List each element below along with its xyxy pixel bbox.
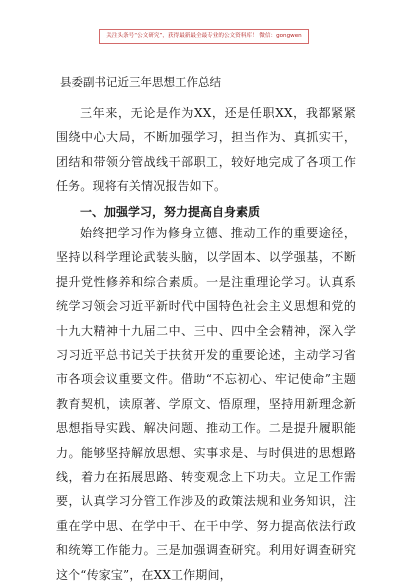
section-heading: 一、加强学习，努力提高自身素质 [80, 205, 261, 219]
document-title: 县委副书记近三年思想工作总结 [60, 75, 221, 89]
promo-banner-wrap [0, 22, 408, 44]
section-body-paragraph: 始终把学习作为修身立德、推动工作的重要途径，坚持以科学理论武装头脑，以学固本、以学强基，不断提升党性修养和综合素质。一是注重理论学习。认真系统学习领会习近平新时代中国特色社会主义思想和党的十九大精神十九届二中、三中、四中全会精神，深入学习习近平总书记关于扶贫开发的重要论述，主动学习省市各项会议重要文件。借助“不忘初心、牢记使命”主题教育契机，读原著、学原文、悟原理，坚持用新理念新思想指导实践、解决问题、推动工作。二是提升履职能力。能够坚持解放思想、实事求是、与时俱进的思想路线，着力在拓展思路、转变观念上下功夫。立足工作需要，认真学习分管工作涉及的政策法规和业务知识，注重在学中思、在学中干、在干中学、努力提高依法行政和统筹工作能力。三是加强调查研究。利用好调查研究这个“传家宝”，在XX工作期间， [56, 226, 356, 582]
intro-paragraph: 三年来，无论是作为XX，还是任职XX，我都紧紧围绕中心大局，不断加强学习，担当作为、真抓实干，团结和带领分管战线干部职工，较好地完成了各项工作任务。现将有关情况报告如下。 [56, 106, 356, 194]
promo-banner: 关注头条号“公文研究”，获得最新最全最专业的公文资料库！ 微信：gongwen [99, 29, 308, 44]
